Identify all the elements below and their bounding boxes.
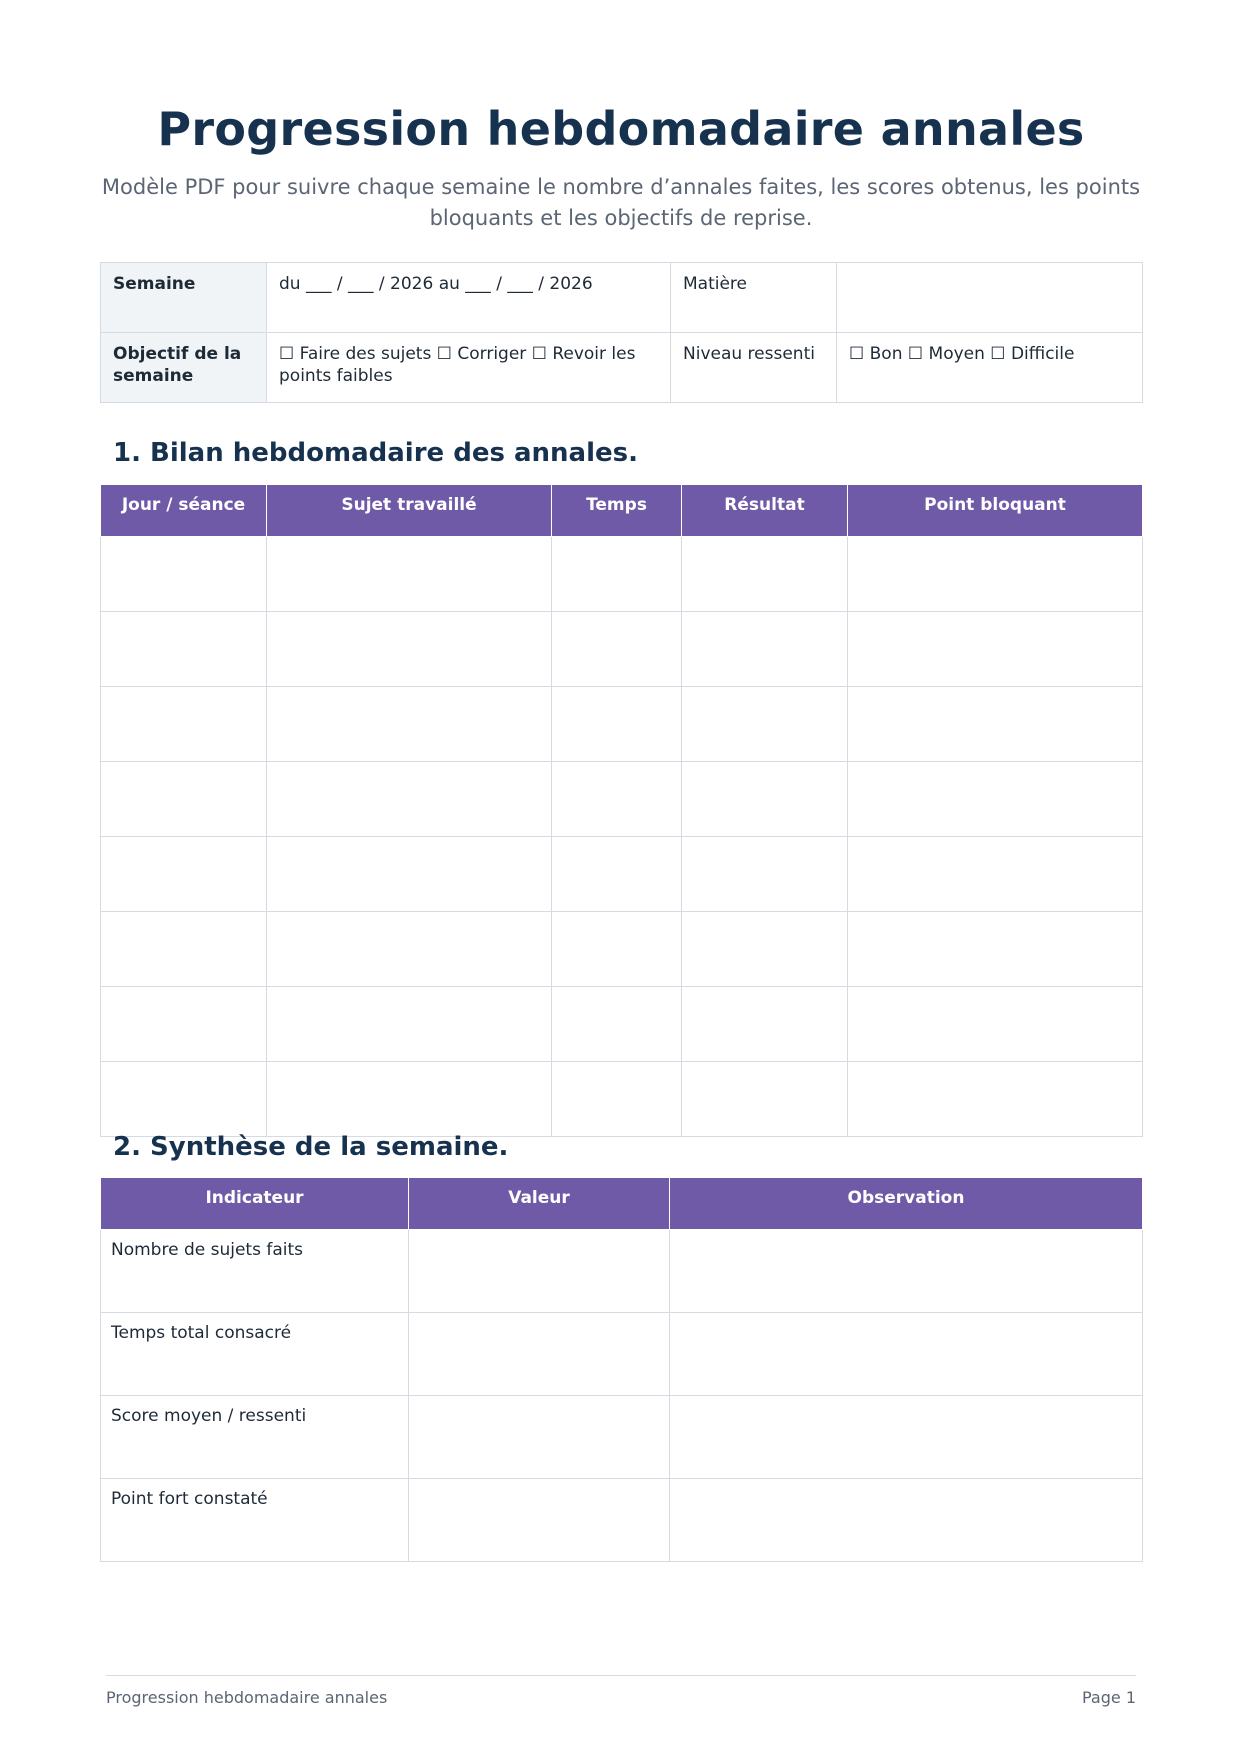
table-row bbox=[101, 537, 1143, 612]
col-header-point-bloquant: Point bloquant bbox=[848, 485, 1143, 537]
table-cell[interactable] bbox=[848, 1062, 1143, 1137]
indicator-label: Point fort constaté bbox=[101, 1479, 409, 1562]
table-row bbox=[101, 1062, 1143, 1137]
table-cell[interactable] bbox=[682, 537, 848, 612]
table-row bbox=[101, 912, 1143, 987]
week-info-table bbox=[100, 262, 1143, 403]
col-header-temps: Temps bbox=[552, 485, 682, 537]
table-cell[interactable] bbox=[682, 762, 848, 837]
page-number: Page 1 bbox=[1082, 1688, 1136, 1707]
page-title: Progression hebdomadaire annales bbox=[157, 102, 1085, 156]
table-row bbox=[101, 1396, 1143, 1479]
table-cell[interactable] bbox=[267, 987, 552, 1062]
table-cell[interactable] bbox=[267, 1062, 552, 1137]
table-cell[interactable] bbox=[670, 1313, 1143, 1396]
page-subtitle: Modèle PDF pour suivre chaque semaine le nombre d’annales faites, les scores obtenus, les points bloquants et les objectifs de reprise. bbox=[101, 175, 1141, 230]
col-header-indicateur: Indicateur bbox=[101, 1178, 409, 1230]
table-cell[interactable] bbox=[670, 1230, 1143, 1313]
table-cell[interactable] bbox=[682, 687, 848, 762]
table-cell[interactable] bbox=[267, 537, 552, 612]
synthese-table bbox=[100, 1177, 1143, 1562]
table-cell[interactable] bbox=[267, 837, 552, 912]
table-cell[interactable] bbox=[267, 912, 552, 987]
table-cell[interactable] bbox=[848, 837, 1143, 912]
table-cell[interactable] bbox=[848, 762, 1143, 837]
table-cell[interactable] bbox=[552, 612, 682, 687]
table-cell[interactable] bbox=[682, 612, 848, 687]
table-cell[interactable] bbox=[552, 762, 682, 837]
table-cell[interactable] bbox=[101, 612, 267, 687]
table-cell[interactable] bbox=[848, 987, 1143, 1062]
section-heading-bilan: 1. Bilan hebdomadaire des annales. bbox=[113, 438, 638, 468]
table-cell[interactable] bbox=[682, 987, 848, 1062]
col-header-resultat: Résultat bbox=[682, 485, 848, 537]
col-header-valeur: Valeur bbox=[409, 1178, 670, 1230]
table-row bbox=[101, 1479, 1143, 1562]
section-heading-synthese: 2. Synthèse de la semaine. bbox=[113, 1132, 509, 1162]
table-row bbox=[101, 1230, 1143, 1313]
table-cell[interactable] bbox=[409, 1313, 670, 1396]
table-cell[interactable] bbox=[101, 987, 267, 1062]
bilan-table bbox=[100, 484, 1143, 1137]
semaine-label: Semaine bbox=[101, 263, 267, 333]
table-cell[interactable] bbox=[682, 1062, 848, 1137]
table-cell[interactable] bbox=[101, 837, 267, 912]
table-cell[interactable] bbox=[409, 1396, 670, 1479]
niveau-label: Niveau ressenti bbox=[671, 333, 837, 403]
table-cell[interactable] bbox=[682, 912, 848, 987]
table-cell[interactable] bbox=[552, 1062, 682, 1137]
table-cell[interactable] bbox=[267, 762, 552, 837]
table-cell[interactable] bbox=[848, 612, 1143, 687]
table-cell[interactable] bbox=[848, 912, 1143, 987]
indicator-label: Nombre de sujets faits bbox=[101, 1230, 409, 1313]
table-row bbox=[101, 612, 1143, 687]
col-header-observation: Observation bbox=[670, 1178, 1143, 1230]
table-cell[interactable] bbox=[848, 537, 1143, 612]
table-cell[interactable] bbox=[267, 612, 552, 687]
table-cell[interactable] bbox=[267, 687, 552, 762]
table-row bbox=[101, 837, 1143, 912]
objectif-label: Objectif de la semaine bbox=[101, 333, 267, 403]
matiere-label: Matière bbox=[671, 263, 837, 333]
table-cell[interactable] bbox=[670, 1479, 1143, 1562]
page-footer bbox=[106, 1675, 1136, 1707]
indicator-label: Score moyen / ressenti bbox=[101, 1396, 409, 1479]
table-cell[interactable] bbox=[552, 912, 682, 987]
table-cell[interactable] bbox=[552, 837, 682, 912]
indicator-label: Temps total consacré bbox=[101, 1313, 409, 1396]
footer-title: Progression hebdomadaire annales bbox=[106, 1688, 388, 1707]
table-cell[interactable] bbox=[101, 1062, 267, 1137]
col-header-jour: Jour / séance bbox=[101, 485, 267, 537]
table-cell[interactable] bbox=[101, 762, 267, 837]
table-cell[interactable] bbox=[101, 687, 267, 762]
table-row bbox=[101, 687, 1143, 762]
table-cell[interactable] bbox=[848, 687, 1143, 762]
table-row bbox=[101, 1313, 1143, 1396]
table-cell[interactable] bbox=[101, 912, 267, 987]
niveau-options[interactable]: ☐ Bon ☐ Moyen ☐ Difficile bbox=[837, 333, 1143, 403]
semaine-field[interactable]: du ___ / ___ / 2026 au ___ / ___ / 2026 bbox=[267, 263, 671, 333]
objectif-options[interactable]: ☐ Faire des sujets ☐ Corriger ☐ Revoir les points faibles bbox=[267, 333, 671, 403]
matiere-field[interactable] bbox=[837, 263, 1143, 333]
table-cell[interactable] bbox=[552, 537, 682, 612]
table-cell[interactable] bbox=[552, 687, 682, 762]
table-row bbox=[101, 762, 1143, 837]
table-cell[interactable] bbox=[101, 537, 267, 612]
table-cell[interactable] bbox=[409, 1479, 670, 1562]
table-cell[interactable] bbox=[670, 1396, 1143, 1479]
table-cell[interactable] bbox=[409, 1230, 670, 1313]
table-row bbox=[101, 987, 1143, 1062]
table-cell[interactable] bbox=[552, 987, 682, 1062]
col-header-sujet: Sujet travaillé bbox=[267, 485, 552, 537]
table-cell[interactable] bbox=[682, 837, 848, 912]
